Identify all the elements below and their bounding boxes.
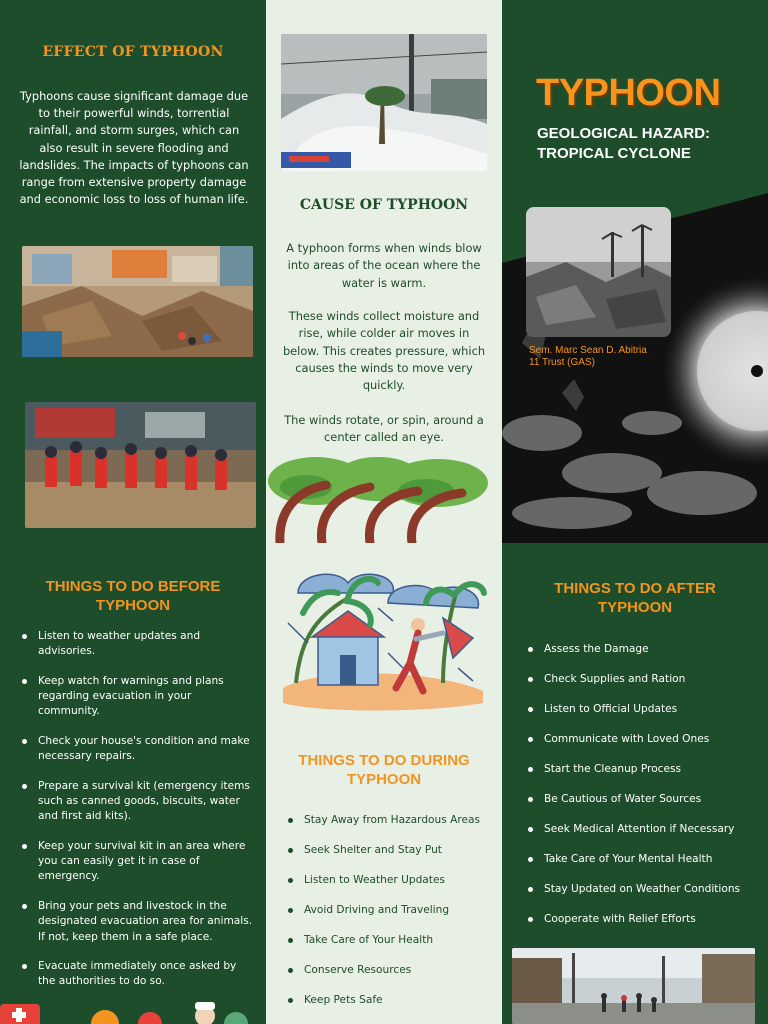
effect-panel	[0, 0, 266, 543]
windy-trees-illustration	[266, 451, 502, 543]
during-list-item: Seek Shelter and Stay Put	[286, 843, 496, 858]
before-list-item: Prepare a survival kit (emergency items such as canned goods, biscuits, water and first aid kits).	[20, 779, 256, 825]
cause-paragraph-2: These winds collect moisture and rise, while colder air moves in below. This creates pressure, which causes the winds to move very quickly.	[282, 309, 486, 393]
during-list-item: Stay Away from Hazardous Areas	[286, 813, 496, 828]
during-list	[286, 813, 496, 1023]
first-aid-decoration	[0, 994, 266, 1024]
aftermath-bw-photo	[526, 207, 671, 337]
damaged-houses-photo	[22, 246, 253, 357]
cover-title: TYPHOON	[536, 72, 721, 114]
after-list-item: Check Supplies and Ration	[526, 672, 762, 687]
during-list-item: Conserve Resources	[286, 963, 496, 978]
cause-heading: CAUSE OF TYPHOON	[299, 197, 469, 213]
before-list-item: Bring your pets and livestock in the designated evacuation area for animals. If not, keep them in a safe place.	[20, 899, 256, 945]
after-list-item: Seek Medical Attention if Necessary	[526, 822, 762, 837]
during-list-item: Listen to Weather Updates	[286, 873, 496, 888]
before-list-item: Check your house's condition and make necessary repairs.	[20, 734, 256, 764]
after-list	[526, 642, 762, 942]
cover-section: 11 Trust (GAS)	[529, 357, 595, 368]
cause-paragraph-3: The winds rotate, or spin, around a center called an eye.	[284, 413, 484, 445]
cover-subtitle-2: TROPICAL CYCLONE	[537, 145, 691, 162]
effect-heading: EFFECT OF TYPHOON	[42, 44, 224, 60]
cause-panel	[266, 0, 502, 543]
after-list-item: Communicate with Loved Ones	[526, 732, 762, 747]
during-panel	[266, 543, 502, 1024]
during-heading: THINGS TO DO DURING TYPHOON	[298, 752, 470, 788]
during-list-item: Keep Pets Safe	[286, 993, 496, 1008]
flooded-street-photo	[512, 948, 755, 1024]
rescue-photo	[25, 402, 256, 528]
before-list-item: Listen to weather updates and advisories.	[20, 629, 256, 659]
during-list-item: Avoid Driving and Traveling	[286, 903, 496, 918]
during-list-item: Take Care of Your Health	[286, 933, 496, 948]
after-list-item: Assess the Damage	[526, 642, 762, 657]
before-list	[20, 629, 256, 1004]
after-list-item: Cooperate with Relief Efforts	[526, 912, 762, 927]
after-panel	[502, 543, 768, 1024]
after-list-item: Start the Cleanup Process	[526, 762, 762, 777]
cover-panel	[502, 0, 768, 543]
before-panel	[0, 543, 266, 1024]
person-in-storm-illustration	[278, 563, 488, 723]
cause-paragraph-1: A typhoon forms when winds blow into areas of the ocean where the water is warm.	[286, 241, 482, 290]
after-list-item: Be Cautious of Water Sources	[526, 792, 762, 807]
before-heading: THINGS TO DO BEFORE TYPHOON	[45, 578, 221, 614]
effect-body: Typhoons cause significant damage due to their powerful winds, torrential rainfall, and storm surges, which can also result in severe flooding and landslides. The impacts of typhoons can range from extensive property damage and economic loss to loss of human life.	[19, 89, 249, 207]
before-list-item: Keep your survival kit in an area where you can easily get it in case of emergency.	[20, 839, 256, 885]
after-heading: THINGS TO DO AFTER TYPHOON	[554, 580, 716, 616]
cover-author: Sem. Marc Sean D. Abitria	[529, 345, 647, 356]
after-list-item: Take Care of Your Mental Health	[526, 852, 762, 867]
cover-subtitle-1: GEOLOGICAL HAZARD:	[537, 125, 711, 142]
before-list-item: Keep watch for warnings and plans regarding evacuation in your community.	[20, 674, 256, 720]
before-list-item: Evacuate immediately once asked by the authorities to do so.	[20, 959, 256, 989]
after-list-item: Stay Updated on Weather Conditions	[526, 882, 762, 897]
after-list-item: Listen to Official Updates	[526, 702, 762, 717]
storm-surge-photo	[281, 34, 487, 171]
